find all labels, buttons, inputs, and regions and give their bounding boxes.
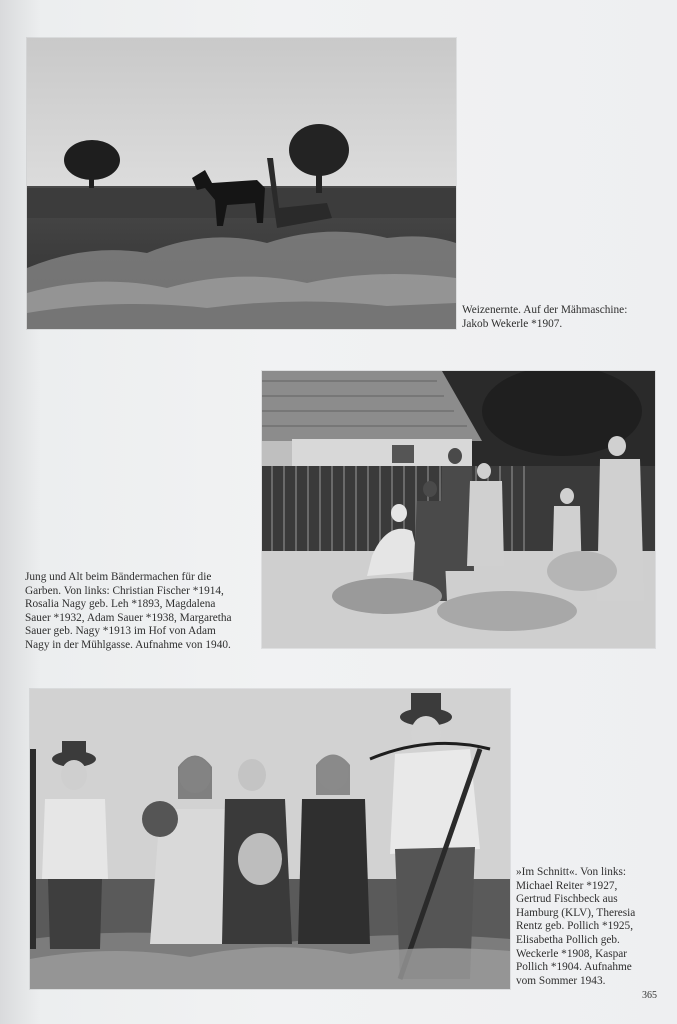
caption-line: Pollich *1904. Aufnahme [516, 961, 632, 974]
caption-line: Michael Reiter *1927, [516, 879, 618, 892]
caption-line: vom Sommer 1943. [516, 974, 606, 987]
binding-caption [25, 571, 232, 653]
cutting-photo [30, 689, 510, 989]
caption-line: Rentz geb. Pollich *1925, [516, 920, 634, 933]
caption-line: Gertrud Fischbeck aus [516, 893, 618, 906]
binding-photo-image [262, 371, 655, 648]
caption-line: Jakob Wekerle *1907. [462, 317, 563, 330]
caption-line: Sauer geb. Nagy *1913 im Hof von Adam [25, 625, 216, 638]
cutting-caption [516, 866, 635, 988]
caption-line: Weckerle *1908, Kaspar [516, 947, 628, 960]
harvest-photo [27, 38, 456, 329]
caption-line: »Im Schnitt«. Von links: [516, 866, 627, 878]
caption-line: Elisabetha Pollich geb. [516, 933, 620, 946]
harvest-caption [462, 304, 627, 331]
caption-line: Weizenernte. Auf der Mähmaschine: [462, 304, 628, 316]
page-number: 365 [642, 990, 657, 1001]
caption-line: Jung und Alt beim Bändermachen für die [25, 571, 212, 583]
caption-line: Garben. Von links: Christian Fischer *1914, [25, 584, 224, 597]
caption-line: Hamburg (KLV), Theresia [516, 906, 636, 919]
caption-line: Nagy in der Mühlgasse. Aufnahme von 1940. [25, 638, 231, 651]
caption-line: Rosalia Nagy geb. Leh *1893, Magdalena [25, 598, 216, 611]
caption-line: Sauer *1932, Adam Sauer *1938, Margaretha [25, 611, 232, 624]
harvest-photo-image [27, 38, 456, 329]
binding-photo [262, 371, 655, 648]
cutting-photo-image [30, 689, 510, 989]
